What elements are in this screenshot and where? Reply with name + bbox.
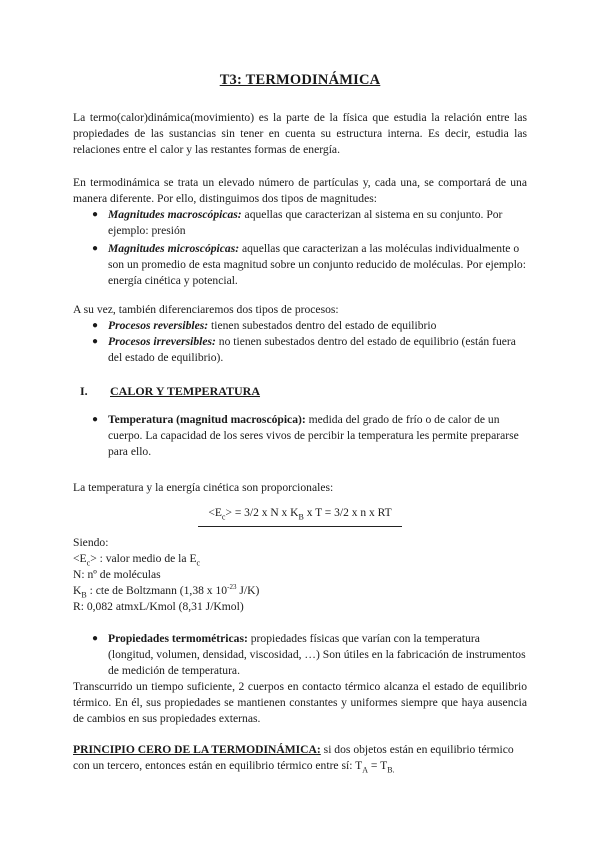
formula-kb-sub: B [298, 512, 304, 522]
term-irreversible: Procesos irreversibles: [108, 335, 216, 348]
principio-text: si dos objetos están en equilibrio térmico con un tercero, entonces están en equilibrio térmico entre sí: T [73, 743, 514, 772]
definition-temperatura: medida del grado de frío o de calor de un cuerpo. La capacidad de los seres vivos de percibir la temperatura les permite prepararse para ello. [108, 413, 519, 458]
bullet-icon: ● [92, 320, 99, 331]
formula-rhs: x T = 3/2 x n x RT [303, 507, 392, 519]
section-heading [80, 383, 260, 399]
bullet-icon: ● [92, 209, 99, 220]
list-item [92, 334, 528, 366]
procesos-intro: A su vez, también diferenciaremos dos tipos de procesos: [73, 303, 339, 316]
formula-lhs-sub: c [221, 512, 226, 522]
definitions-block [73, 535, 527, 615]
magnitudes-list [92, 207, 528, 289]
def-kb-sub: B [81, 590, 87, 600]
list-item [92, 631, 528, 679]
def-kb [73, 583, 527, 599]
section-label: CALOR Y TEMPERATURA [110, 384, 261, 398]
formula-lhs-open: <E [208, 507, 222, 519]
principio-sub-a: A [362, 765, 368, 775]
def-ec-sub2: c [196, 558, 201, 568]
definition-termometricas: propiedades físicas que varían con la temperatura (longitud, volumen, densidad, viscosidad, …) Son útiles en la fabricación de instrumentos de medición de temperatura. [108, 632, 526, 677]
termometricas-list [92, 631, 528, 679]
def-kb-sup: -23 [227, 583, 237, 592]
bullet-icon: ● [92, 414, 99, 425]
temperatura-list [92, 412, 528, 460]
list-item [92, 318, 528, 334]
def-kb-mid: : cte de Boltzmann (1,38 x 10 [86, 584, 228, 597]
def-ec [73, 551, 527, 567]
def-ec-close: > : valor medio de la E [90, 552, 197, 565]
definition-irreversible: no tienen subestados dentro del estado de equilibrio (están fuera del estado de equilibrio). [108, 335, 516, 364]
particles-paragraph: En termodinámica se trata un elevado número de partículas y, cada una, se comportará de una manera diferente. Por ello, distinguimos dos tipos de magnitudes: [73, 176, 527, 205]
def-n: N: nº de moléculas [73, 568, 161, 581]
term-temperatura: Temperatura (magnitud macroscópica): [108, 413, 306, 426]
definition-macroscopic: aquellas que caracterizan al sistema en su conjunto. Por ejemplo: presión [108, 208, 503, 237]
bullet-icon: ● [92, 243, 99, 254]
transcurrido-paragraph: Transcurrido un tiempo suficiente, 2 cuerpos en contacto térmico alcanza el estado de equilibrio térmico. En él, sus propiedades se mantienen constantes y uniformes siempre que haya ausencia de cambios en sus propiedades externas. [73, 680, 527, 725]
bullet-icon: ● [92, 633, 99, 644]
siendo-label: Siendo: [73, 536, 109, 549]
term-reversible: Procesos reversibles: [108, 319, 209, 332]
kinetic-energy-formula [198, 505, 402, 527]
term-microscopic: Magnitudes microscópicas: [108, 242, 240, 255]
principio-cero-paragraph [73, 742, 527, 774]
principio-heading: PRINCIPIO CERO DE LA TERMODINÁMICA: [73, 743, 321, 756]
term-termometricas: Propiedades termométricas: [108, 632, 248, 645]
definition-reversible: tienen subestados dentro del estado de equilibrio [208, 319, 437, 332]
principio-eq: = T [368, 759, 388, 772]
def-r: R: 0,082 atmxL/Kmol (8,31 J/Kmol) [73, 600, 244, 613]
def-ec-open: <E [73, 552, 87, 565]
page-title: T3: TERMODINÁMICA [219, 72, 381, 88]
bullet-icon: ● [92, 336, 99, 347]
principio-sub-b: B. [387, 765, 395, 775]
list-item [92, 241, 528, 289]
proporcionales-text: La temperatura y la energía cinética son proporcionales: [73, 481, 334, 494]
def-kb-pre: K [73, 584, 82, 597]
procesos-list [92, 318, 528, 366]
formula-lhs-close: > = 3/2 x N x K [225, 507, 299, 519]
intro-paragraph: La termo(calor)dinámica(movimiento) es la parte de la física que estudia la relación entre las propiedades de las sustancias sin tener en cuenta su estructura interna. Es decir, estudia las relaciones entre el calor y las restantes formas de energía. [73, 111, 527, 156]
list-item [92, 207, 528, 239]
def-ec-sub: c [86, 558, 91, 568]
section-number: I. [80, 384, 88, 398]
term-macroscopic: Magnitudes macroscópicas: [108, 208, 242, 221]
definition-microscopic: aquellas que caracterizan a las moléculas individualmente o son un promedio de esta magnitud sobre un conjunto reducido de moléculas. Por ejemplo: energía cinética y potencial. [108, 242, 526, 287]
list-item [92, 412, 528, 460]
def-kb-end: J/K) [236, 584, 260, 597]
